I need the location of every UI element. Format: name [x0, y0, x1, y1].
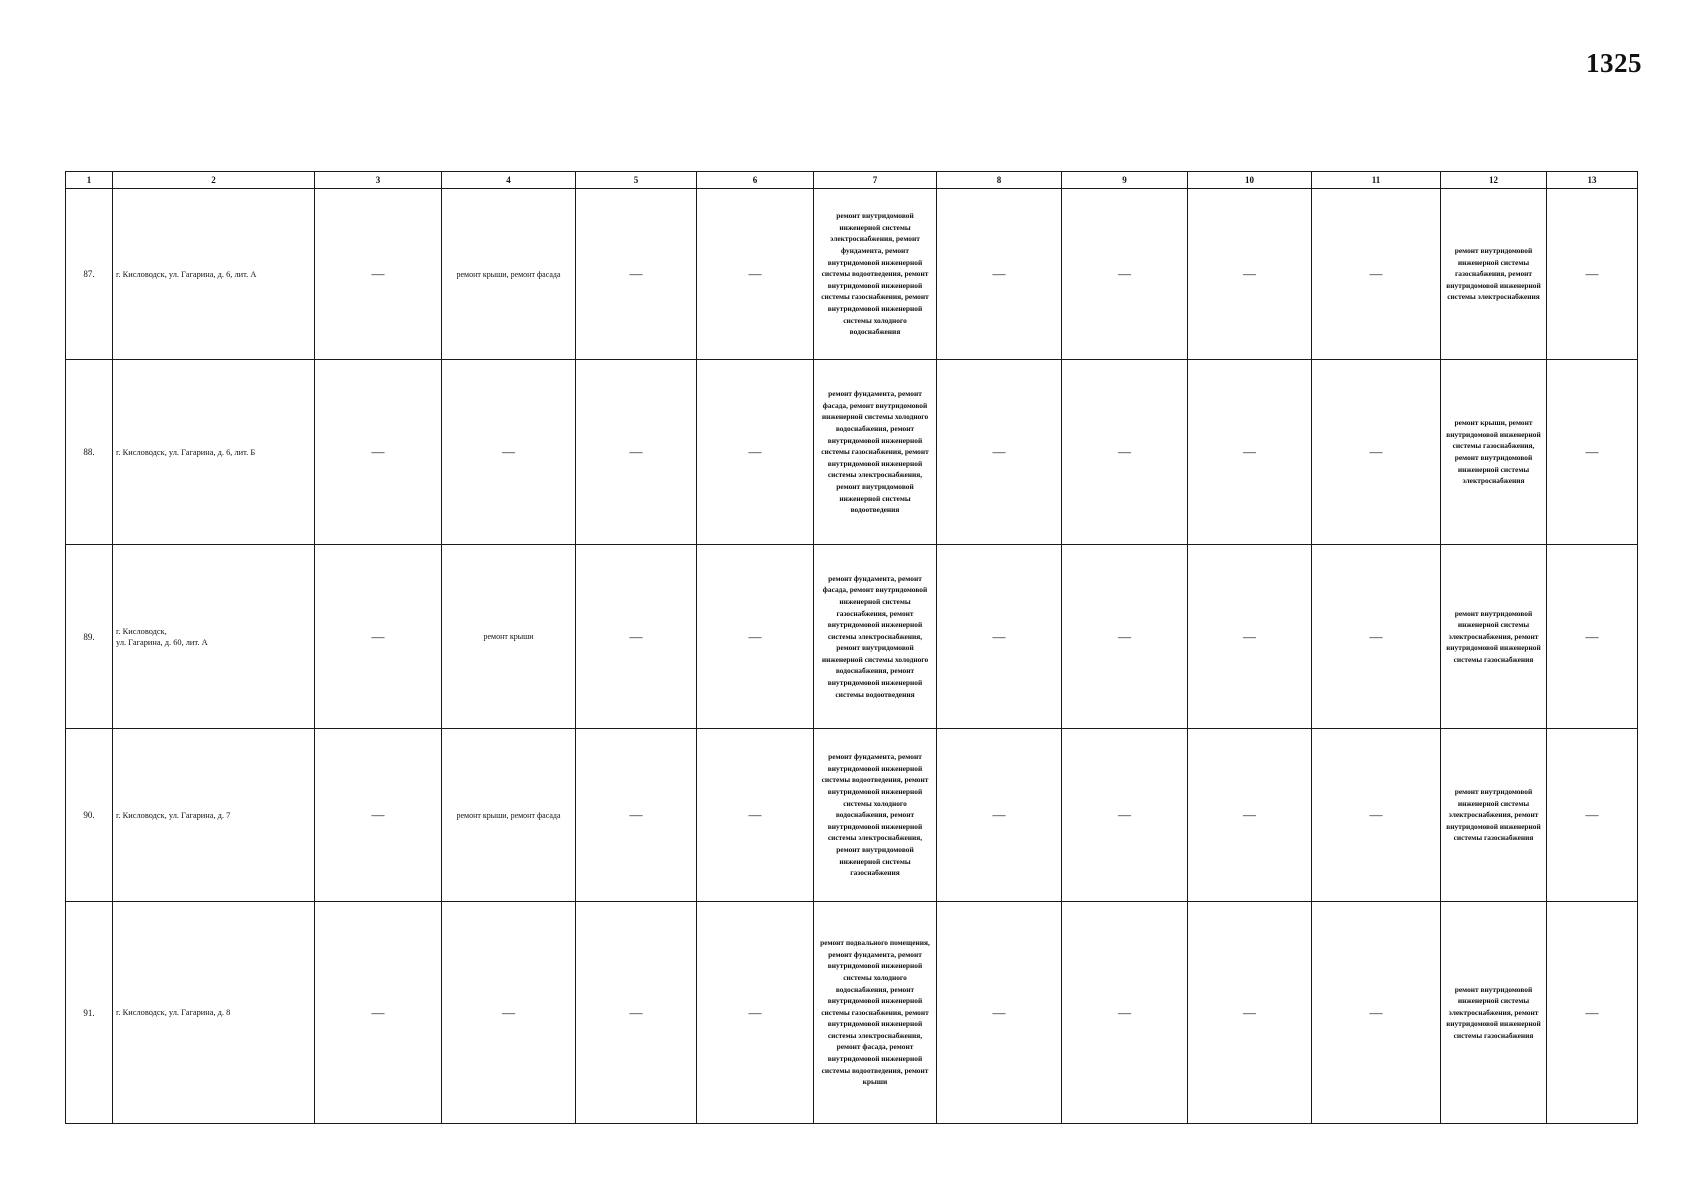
cell-col-8: — [937, 545, 1062, 729]
cell-col-12: ремонт внутридомовой инженерной системы электроснабжения, ремонт внутридомовой инженерной системы газоснабжения [1441, 545, 1547, 729]
cell-col-7: ремонт фундамента, ремонт фасада, ремонт внутридомовой инженерной системы холодного водоснабжения, ремонт внутридомовой инженерной системы газоснабжения, ремонт внутридомовой инженерной системы электроснабжения, ремонт внутридомовой инженерной системы водоотведения [814, 360, 937, 545]
row-number: 91. [66, 902, 113, 1124]
cell-col-8: — [937, 729, 1062, 902]
table-row [66, 360, 1638, 545]
cell-col-10: — [1188, 360, 1312, 545]
cell-col-4: ремонт крыши, ремонт фасада [442, 189, 576, 360]
cell-col-10: — [1188, 545, 1312, 729]
cell-col-8: — [937, 360, 1062, 545]
cell-col-11: — [1312, 189, 1441, 360]
cell-col-7: ремонт подвального помещения, ремонт фундамента, ремонт внутридомовой инженерной системы холодного водоснабжения, ремонт внутридомовой инженерной системы газоснабжения, ремонт внутридомовой инженерной системы электроснабжения, ремонт фасада, ремонт внутридомовой инженерной системы водоотведения, ремонт крыши [814, 902, 937, 1124]
table-row [66, 729, 1638, 902]
page-number: 1325 [1586, 48, 1642, 78]
cell-col-5: — [576, 189, 697, 360]
cell-col-11: — [1312, 360, 1441, 545]
cell-col-11: — [1312, 902, 1441, 1124]
cell-col-13: — [1547, 545, 1638, 729]
table-row [66, 189, 1638, 360]
cell-col-9: — [1062, 189, 1188, 360]
cell-col-4: — [442, 902, 576, 1124]
table-row [66, 902, 1638, 1124]
cell-col-8: — [937, 902, 1062, 1124]
column-header-11: 11 [1312, 172, 1441, 189]
cell-col-8: — [937, 189, 1062, 360]
cell-col-13: — [1547, 729, 1638, 902]
cell-col-5: — [576, 729, 697, 902]
cell-col-5: — [576, 360, 697, 545]
cell-col-6: — [697, 729, 814, 902]
cell-col-5: — [576, 902, 697, 1124]
column-header-6: 6 [697, 172, 814, 189]
address-line: ул. Гагарина, д. 60, лит. А [116, 637, 208, 647]
address-cell: г. Кисловодск, ул. Гагарина, д. 7 [113, 729, 315, 902]
column-header-10: 10 [1188, 172, 1312, 189]
column-header-7: 7 [814, 172, 937, 189]
cell-col-3: — [315, 729, 442, 902]
cell-col-13: — [1547, 360, 1638, 545]
row-number: 89. [66, 545, 113, 729]
cell-col-10: — [1188, 902, 1312, 1124]
cell-col-12: ремонт внутридомовой инженерной системы электроснабжения, ремонт внутридомовой инженерной системы газоснабжения [1441, 902, 1547, 1124]
cell-col-13: — [1547, 902, 1638, 1124]
cell-col-12: ремонт внутридомовой инженерной системы газоснабжения, ремонт внутридомовой инженерной системы электроснабжения [1441, 189, 1547, 360]
cell-col-4: ремонт крыши, ремонт фасада [442, 729, 576, 902]
cell-col-11: — [1312, 545, 1441, 729]
cell-col-12: ремонт внутридомовой инженерной системы электроснабжения, ремонт внутридомовой инженерной системы газоснабжения [1441, 729, 1547, 902]
cell-col-12: ремонт крыши, ремонт внутридомовой инженерной системы газоснабжения, ремонт внутридомовой инженерной системы электроснабжения [1441, 360, 1547, 545]
repair-schedule-table [65, 171, 1638, 1124]
column-header-4: 4 [442, 172, 576, 189]
cell-col-10: — [1188, 189, 1312, 360]
column-header-8: 8 [937, 172, 1062, 189]
column-header-1: 1 [66, 172, 113, 189]
cell-col-7: ремонт внутридомовой инженерной системы электроснабжения, ремонт фундамента, ремонт внутридомовой инженерной системы водоотведения, ремонт внутридомовой инженерной системы газоснабжения, ремонт внутридомовой инженерной системы холодного водоснабжения [814, 189, 937, 360]
cell-col-6: — [697, 902, 814, 1124]
address-cell: г. Кисловодск, ул. Гагарина, д. 6, лит. Б [113, 360, 315, 545]
cell-col-4: ремонт крыши [442, 545, 576, 729]
cell-col-10: — [1188, 729, 1312, 902]
row-number: 88. [66, 360, 113, 545]
column-header-5: 5 [576, 172, 697, 189]
cell-col-3: — [315, 189, 442, 360]
header-row [66, 172, 1638, 189]
cell-col-11: — [1312, 729, 1441, 902]
row-number: 90. [66, 729, 113, 902]
cell-col-3: — [315, 360, 442, 545]
cell-col-9: — [1062, 545, 1188, 729]
cell-col-9: — [1062, 902, 1188, 1124]
cell-col-5: — [576, 545, 697, 729]
row-number: 87. [66, 189, 113, 360]
cell-col-7: ремонт фундамента, ремонт внутридомовой инженерной системы водоотведения, ремонт внутридомовой инженерной системы холодного водоснабжения, ремонт внутридомовой инженерной системы электроснабжения, ремонт внутридомовой инженерной системы газоснабжения [814, 729, 937, 902]
address-line: г. Кисловодск, [116, 626, 167, 636]
cell-col-3: — [315, 902, 442, 1124]
table-row [66, 545, 1638, 729]
column-header-13: 13 [1547, 172, 1638, 189]
cell-col-9: — [1062, 360, 1188, 545]
cell-col-9: — [1062, 729, 1188, 902]
cell-col-7: ремонт фундамента, ремонт фасада, ремонт внутридомовой инженерной системы газоснабжения, ремонт внутридомовой инженерной системы электроснабжения, ремонт внутридомовой инженерной системы холодного водоснабжения, ремонт внутридомовой инженерной системы водоотведения [814, 545, 937, 729]
address-cell: г. Кисловодск, ул. Гагарина, д. 6, лит. А [113, 189, 315, 360]
cell-col-6: — [697, 545, 814, 729]
address-cell: г. Кисловодск, ул. Гагарина, д. 8 [113, 902, 315, 1124]
column-header-12: 12 [1441, 172, 1547, 189]
cell-col-6: — [697, 189, 814, 360]
column-header-9: 9 [1062, 172, 1188, 189]
column-header-3: 3 [315, 172, 442, 189]
cell-col-4: — [442, 360, 576, 545]
cell-col-13: — [1547, 189, 1638, 360]
column-header-2: 2 [113, 172, 315, 189]
address-cell [113, 545, 315, 729]
cell-col-3: — [315, 545, 442, 729]
cell-col-6: — [697, 360, 814, 545]
